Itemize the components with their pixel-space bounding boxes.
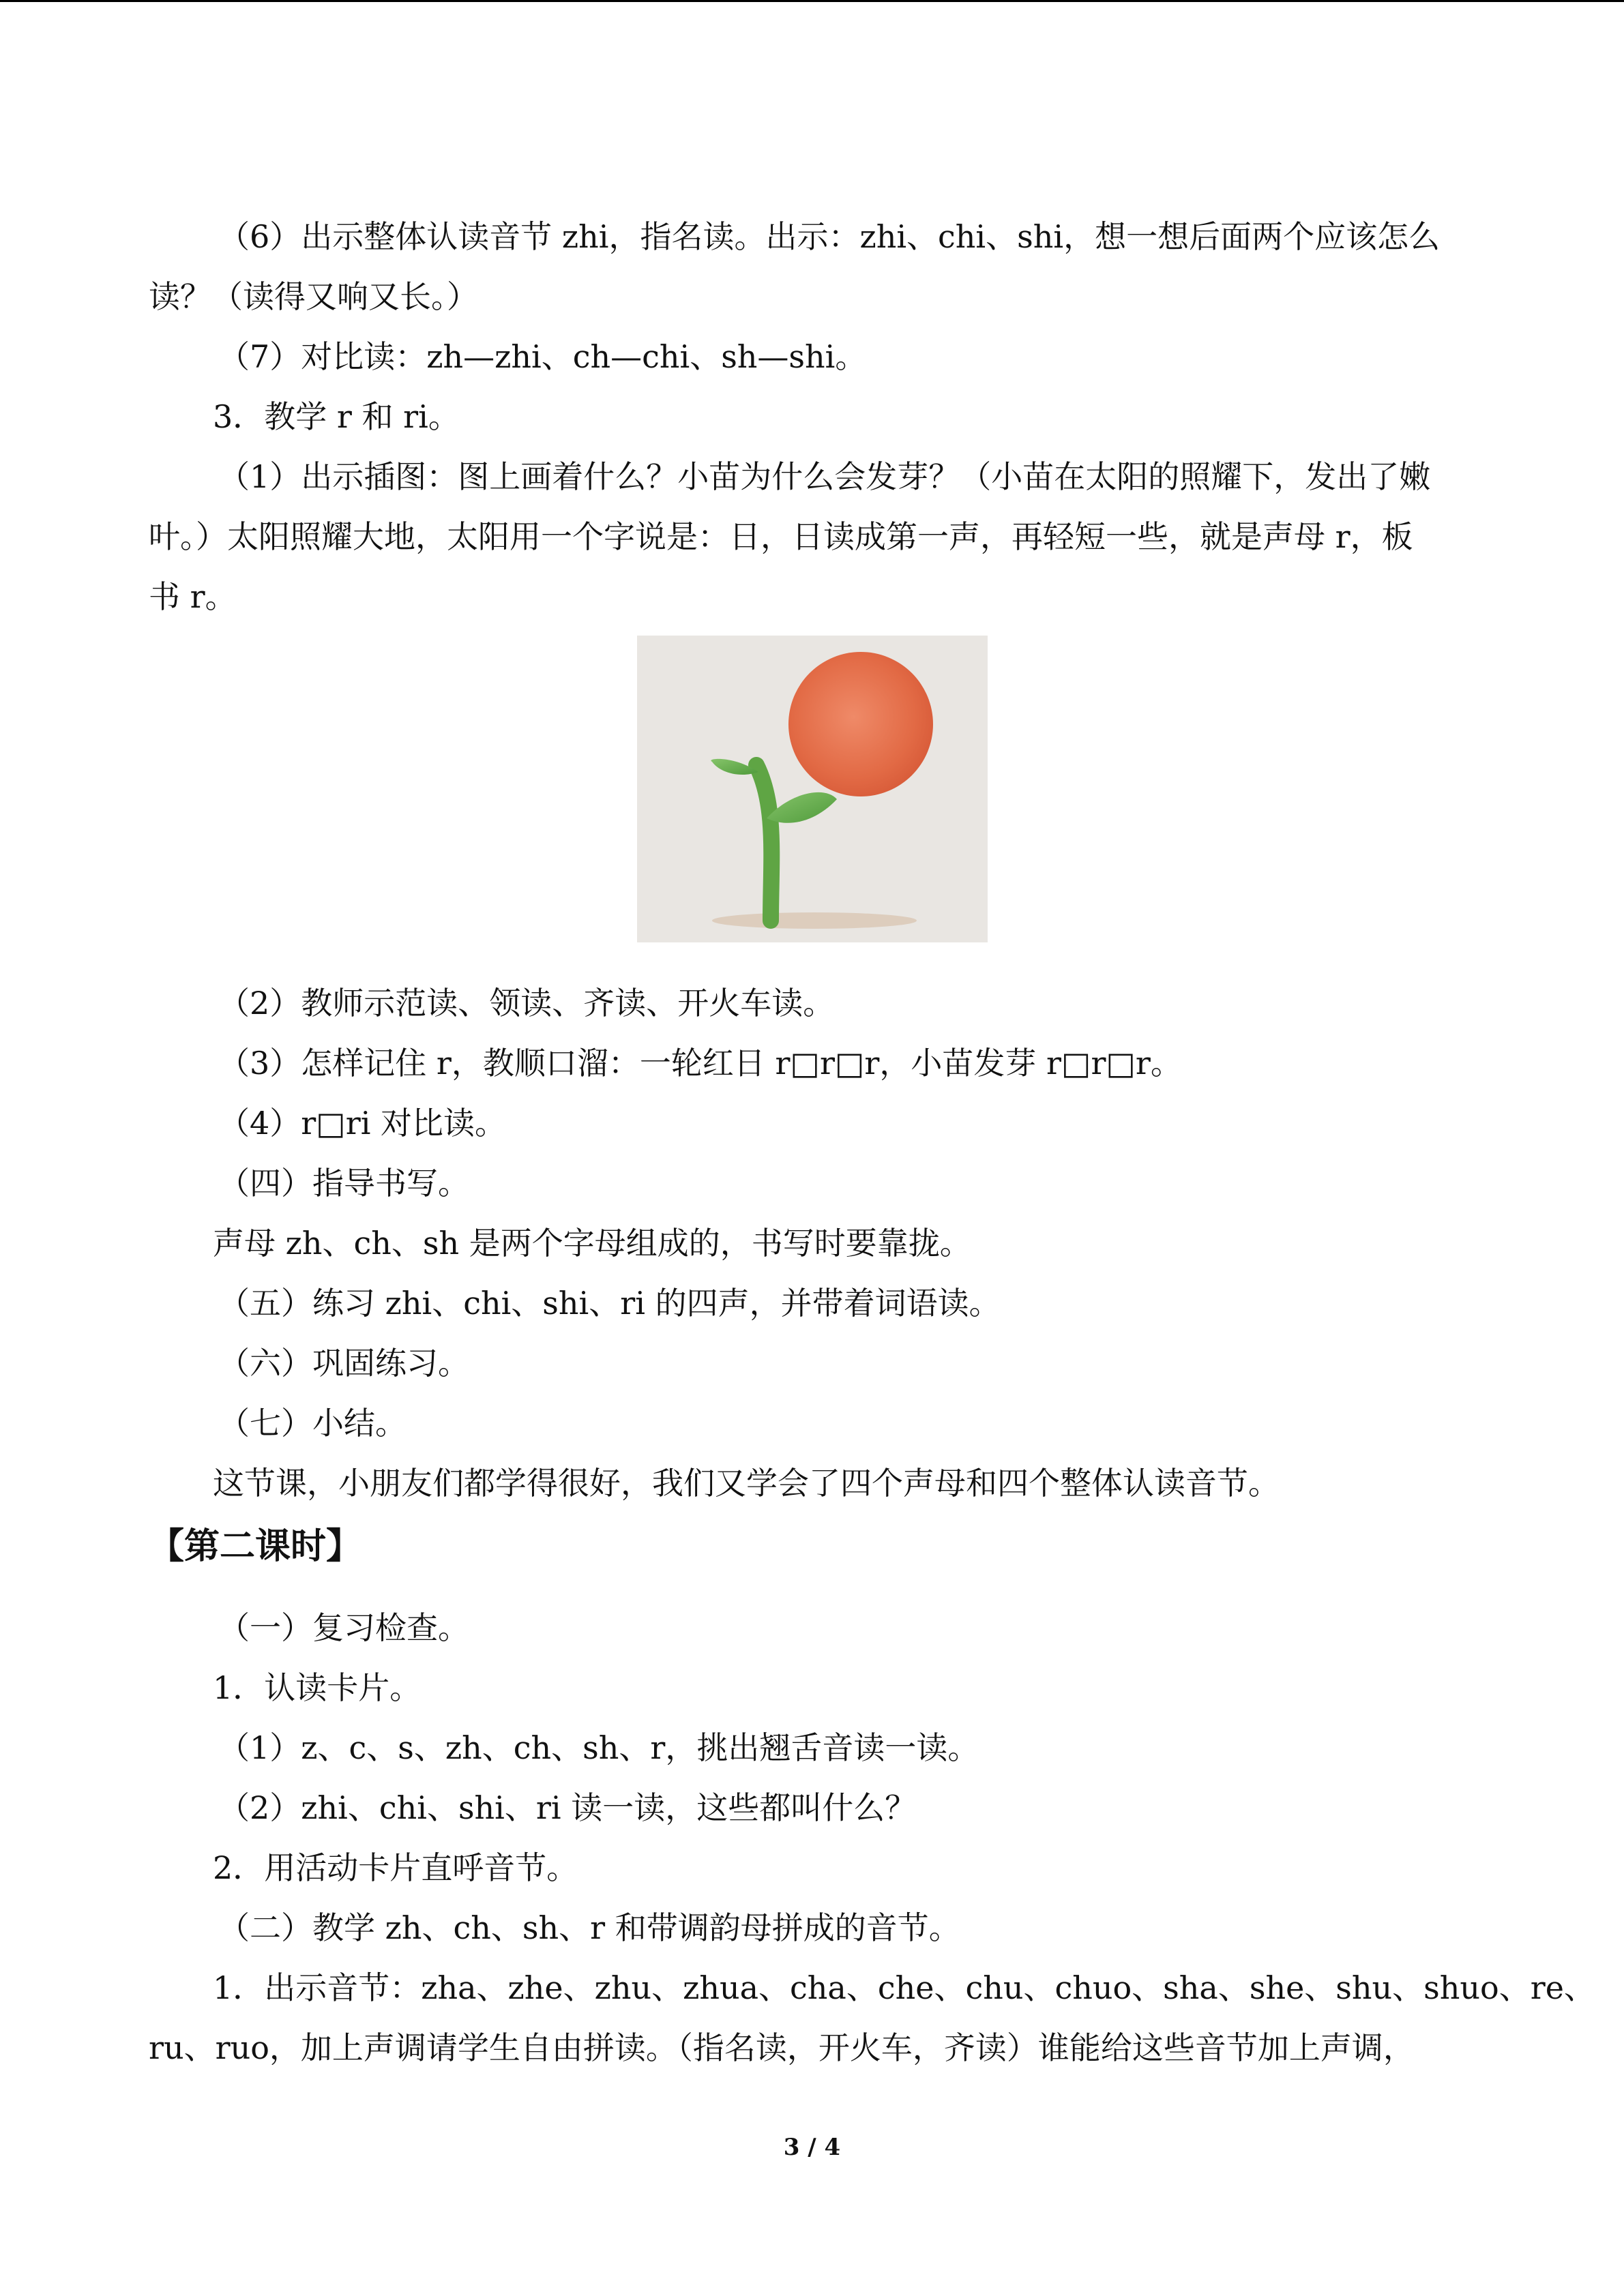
- text-line: 这节课，小朋友们都学得很好，我们又学会了四个声母和四个整体认读音节。: [213, 1465, 1280, 1502]
- text-line: （4）r□ri 对比读。: [218, 1105, 507, 1142]
- text-line: （1）z、c、s、zh、ch、sh、r，挑出翘舌音读一读。: [218, 1729, 979, 1766]
- text-line: （3）怎样记住 r，教顺口溜：一轮红日 r□r□r，小苗发芽 r□r□r。: [218, 1045, 1182, 1082]
- text-line: 书 r。: [149, 578, 237, 615]
- text-line: 1．出示音节：zha、zhe、zhu、zhua、cha、che、chu、chuo、sha、she、shu、shuo、re、: [213, 1969, 1595, 2006]
- text-line: （2）教师示范读、领读、齐读、开火车读。: [218, 985, 835, 1022]
- text-line: ru、ruo，加上声调请学生自由拼读。（指名读，开火车，齐读）谁能给这些音节加上声调，: [149, 2029, 1415, 2066]
- text-line: 3．教学 r 和 ri。: [213, 398, 460, 435]
- text-line: （6）出示整体认读音节 zhi，指名读。出示：zhi、chi、shi，想一想后面两个应该怎么: [218, 218, 1441, 255]
- text-line: 读？（读得又响又长。）: [149, 278, 478, 315]
- text-line: （五）练习 zhi、chi、shi、ri 的四声，并带着词语读。: [218, 1285, 1001, 1322]
- text-line: 2．用活动卡片直呼音节。: [213, 1849, 578, 1886]
- sun-sprout-illustration: [637, 636, 988, 942]
- page-number: 3 / 4: [783, 2134, 841, 2161]
- section-heading: 【第二课时】: [149, 1525, 362, 1567]
- text-line: 声母 zh、ch、sh 是两个字母组成的，书写时要靠拢。: [213, 1225, 971, 1262]
- text-line: （二）教学 zh、ch、sh、r 和带调韵母拼成的音节。: [218, 1909, 960, 1946]
- text-line: 1．认读卡片。: [213, 1669, 422, 1706]
- text-line: （1）出示插图：图上画着什么？小苗为什么会发芽？（小苗在太阳的照耀下，发出了嫩: [218, 458, 1431, 495]
- text-line: （7）对比读：zh—zhi、ch—chi、sh—shi。: [218, 338, 867, 375]
- text-line: （2）zhi、chi、shi、ri 读一读，这些都叫什么？: [218, 1789, 917, 1826]
- text-line: （六）巩固练习。: [218, 1345, 469, 1382]
- text-line: （七）小结。: [218, 1405, 407, 1442]
- text-line: 叶。）太阳照耀大地，太阳用一个字说是：日，日读成第一声，再轻短一些，就是声母 r，板: [149, 518, 1413, 555]
- text-line: （四）指导书写。: [218, 1165, 469, 1202]
- text-line: （一）复习检查。: [218, 1609, 469, 1646]
- top-border: [0, 0, 1624, 2]
